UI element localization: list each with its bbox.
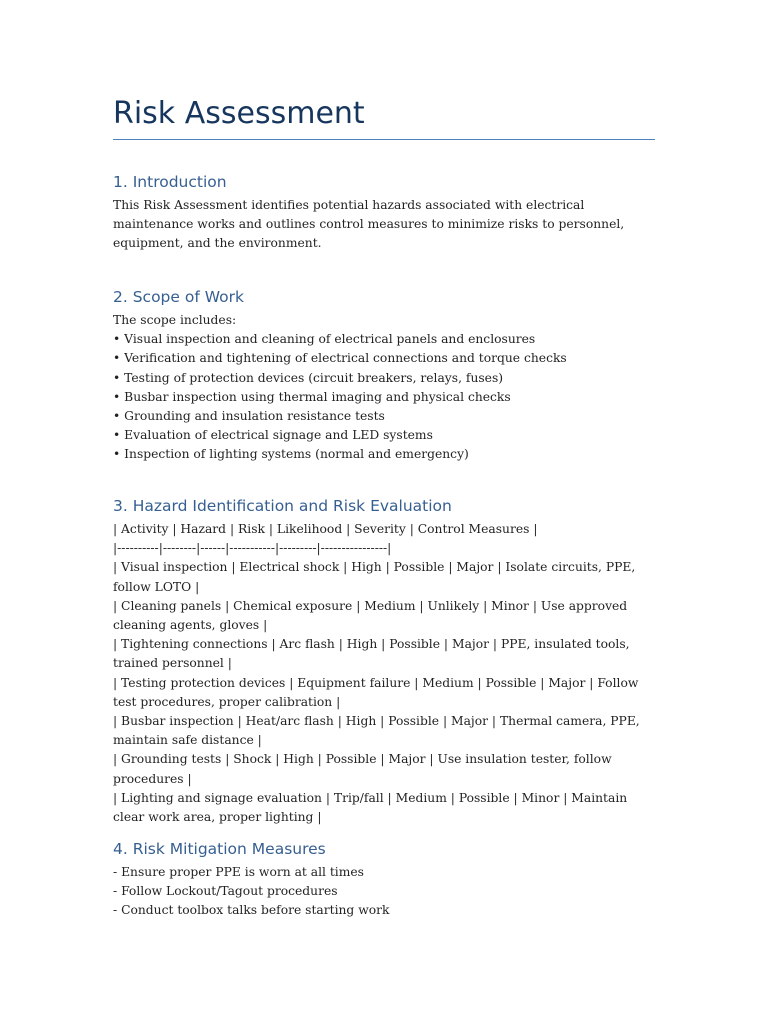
hazard-table-separator: |----------|--------|------|-----------|---------|----------------| xyxy=(113,541,392,556)
scope-section xyxy=(113,286,655,465)
hazard-table-row: | Busbar inspection | Heat/arc flash | High | Possible | Major | Thermal camera, PPE, maintain safe distance | xyxy=(113,714,640,748)
introduction-heading: 1. Introduction xyxy=(113,173,227,191)
mitigation-section xyxy=(113,838,655,921)
hazard-table-row: | Grounding tests | Shock | High | Possible | Major | Use insulation tester, follow procedures | xyxy=(113,752,612,786)
scope-item: • Inspection of lighting systems (normal and emergency) xyxy=(113,447,469,462)
hazard-table-row: | Cleaning panels | Chemical exposure | Medium | Unlikely | Minor | Use approved cleaning agents, gloves | xyxy=(113,598,628,633)
title-divider xyxy=(113,139,655,140)
hazard-section xyxy=(113,495,655,827)
scope-item: • Verification and tightening of electrical connections and torque checks xyxy=(113,351,567,366)
scope-item: • Visual inspection and cleaning of electrical panels and enclosures xyxy=(113,332,536,347)
hazard-table-row: | Visual inspection | Electrical shock | High | Possible | Major | Isolate circuits, PPE, follow LOTO | xyxy=(113,560,636,594)
document-title: Risk Assessment xyxy=(113,96,365,131)
scope-item: • Testing of protection devices (circuit breakers, relays, fuses) xyxy=(113,370,504,385)
hazard-table-row: | Testing protection devices | Equipment failure | Medium | Possible | Major | Follow test procedures, proper calibration | xyxy=(113,675,639,709)
hazard-table-row: | Tightening connections | Arc flash | High | Possible | Major | PPE, insulated tools, trained personnel | xyxy=(113,637,630,671)
hazard-heading: 3. Hazard Identification and Risk Evaluation xyxy=(113,497,452,515)
hazard-table-header: | Activity | Hazard | Risk | Likelihood | Severity | Control Measures | xyxy=(113,522,538,536)
hazard-table-row: | Lighting and signage evaluation | Trip/fall | Medium | Possible | Minor | Maintain clear work area, proper lighting | xyxy=(113,790,628,825)
mitigation-item: - Follow Lockout/Tagout procedures xyxy=(113,884,338,899)
mitigation-item: - Conduct toolbox talks before starting work xyxy=(113,903,390,918)
introduction-section xyxy=(113,171,655,254)
scope-item: • Evaluation of electrical signage and LED systems xyxy=(113,428,433,443)
mitigation-item: - Ensure proper PPE is worn at all times xyxy=(113,865,364,879)
mitigation-heading: 4. Risk Mitigation Measures xyxy=(113,840,326,858)
scope-lead: The scope includes: xyxy=(113,313,237,327)
scope-item: • Grounding and insulation resistance tests xyxy=(113,409,385,424)
scope-item: • Busbar inspection using thermal imaging and physical checks xyxy=(113,389,511,404)
introduction-paragraph: This Risk Assessment identifies potential hazards associated with electrical maintenance works and outlines control measures to minimize risks to personnel, equipment, and the environment. xyxy=(113,198,625,251)
scope-heading: 2. Scope of Work xyxy=(113,288,244,306)
